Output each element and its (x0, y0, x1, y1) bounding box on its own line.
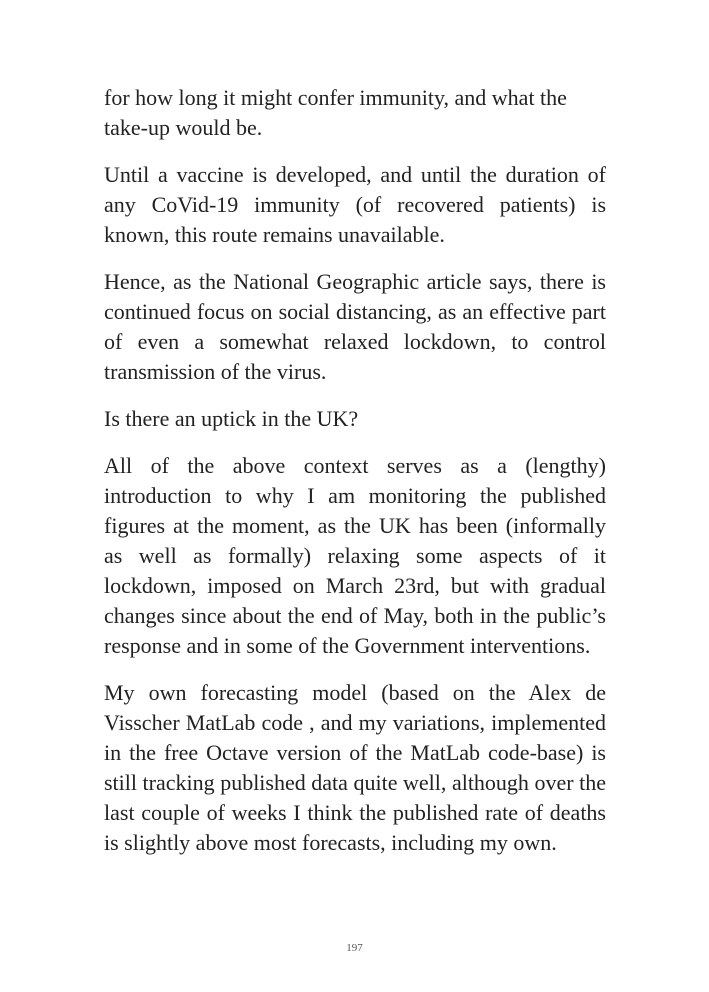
paragraph: All of the above context serves as a (lengthy) introduction to why I am monitoring the published figures at the moment, as the UK has been (informally as well as formally) relaxing some aspects of it lockdown, imposed on March 23rd, but with gradual changes since about the end of May, both in the public’s response and in some of the Government interventions. (104, 453, 606, 658)
body-text (104, 83, 606, 875)
paragraph: Hence, as the National Geographic article says, there is continued focus on social distancing, as an effective part of even a somewhat relaxed lockdown, to control transmission of the virus. (104, 269, 606, 384)
section-question: Is there an uptick in the UK? (104, 406, 359, 431)
paragraph: for how long it might confer immunity, and what the take-up would be. (104, 85, 567, 140)
paragraph: Until a vaccine is developed, and until the duration of any CoVid-19 immunity (of recovered patients) is known, this route remains unavailable. (104, 162, 606, 247)
paragraph: My own forecasting model (based on the Alex de Visscher MatLab code , and my variations, implemented in the free Octave version of the MatLab code-base) is still tracking published data quite well, although over the last couple of weeks I think the published rate of deaths is slightly above most forecasts, including my own. (104, 680, 606, 855)
page-number: 197 (346, 942, 363, 954)
